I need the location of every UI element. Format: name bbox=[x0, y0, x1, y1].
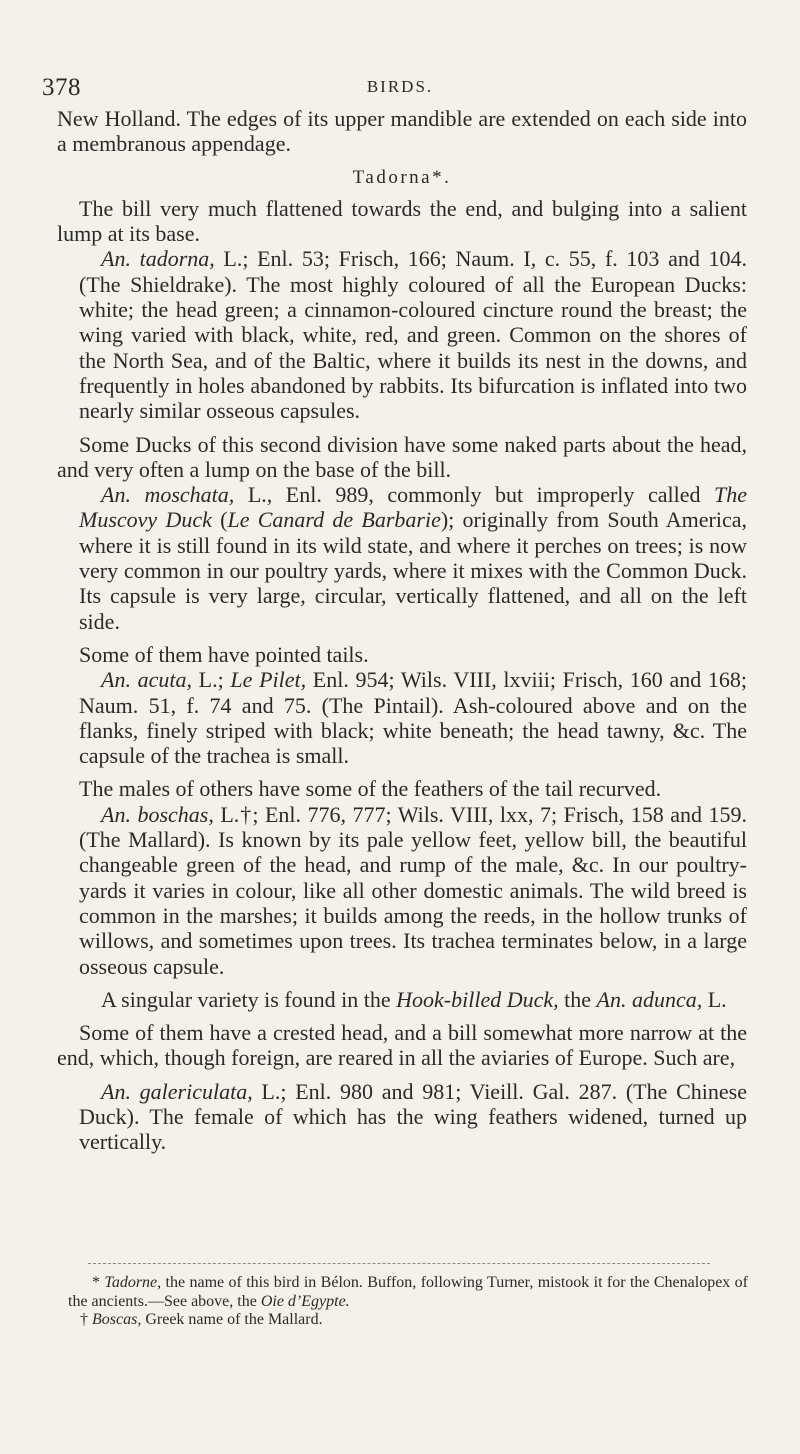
main-text bbox=[57, 106, 747, 1155]
division-note: Some of them have pointed tails. bbox=[79, 641, 369, 667]
common-name: The Muscovy Duck bbox=[79, 482, 747, 533]
section-heading: Tadorna*. bbox=[352, 166, 452, 188]
running-head: BIRDS. bbox=[366, 77, 434, 96]
page-header bbox=[42, 74, 758, 102]
species-text: Enl. 954; Wils. VIII, lxviii; Frisch, 160 and 168; Naum. 51, f. 74 and 75. (The Pintail). Ash-coloured above and on the flanks, finely striped with black; white beneath; the head tawny, &c. The capsule of the trachea is small. bbox=[79, 667, 748, 769]
footnote-text: the name of this bird in Bélon. Buffon, following Turner, mistook it for the Chenalopex of the ancients.—See above, the bbox=[68, 1274, 749, 1310]
species-text: ); originally from South America, where it is still found in its wild state, and where it perches on trees; is now very common in our poultry yards, where it mixes with the Common Duck. Its capsule is very large, circular, vertically flattened, and all on the left side. bbox=[79, 507, 748, 634]
french-name: Le Pilet, bbox=[230, 667, 307, 693]
footnote bbox=[68, 1274, 748, 1311]
variety-entry-adunca bbox=[57, 987, 747, 1012]
genus-description: The bill very much flattened towards the end, and bulging into a salient lump at its base. bbox=[57, 195, 747, 247]
species-entry-acuta bbox=[57, 667, 747, 768]
footnote-text: Greek name of the Mallard. bbox=[141, 1311, 323, 1328]
species-entry-tadorna bbox=[57, 246, 747, 423]
footnote-term: Oie d’Egypte. bbox=[260, 1292, 350, 1310]
species-name: An. boschas, bbox=[101, 801, 214, 827]
footnote-mark: † bbox=[80, 1311, 92, 1328]
division-note: Some of them have a crested head, and a bill somewhat more narrow at the end, which, though foreign, are reared in all the aviaries of Europe. Such are, bbox=[57, 1020, 747, 1071]
species-entry-moschata bbox=[57, 482, 747, 634]
species-name: An. tadorna, bbox=[101, 246, 215, 272]
species-name: An. moschata, bbox=[101, 482, 235, 508]
page-number: 378 bbox=[42, 74, 81, 101]
division-note: The males of others have some of the feathers of the tail recurved. bbox=[79, 776, 662, 802]
paragraph-continuation: New Holland. The edges of its upper mandible are extended on each side into a membranous appendage. bbox=[57, 106, 747, 157]
footnote-term: Boscas, bbox=[92, 1311, 142, 1328]
footnotes bbox=[68, 1274, 748, 1330]
variety-text: L. bbox=[702, 986, 727, 1012]
footnote-term: Tadorne, bbox=[104, 1274, 162, 1291]
footnote-divider bbox=[88, 1263, 710, 1264]
variety-text: A singular variety is found in the bbox=[101, 986, 397, 1012]
species-name: An. acuta, bbox=[101, 667, 192, 693]
species-text: L.; Enl. 980 and 981; Vieill. Gal. 287. (The Chinese Duck). The female of which has the wing feathers widened, turned up vertically. bbox=[79, 1078, 747, 1155]
species-text: ( bbox=[211, 507, 228, 533]
variety-text: the bbox=[558, 986, 597, 1012]
species-text: L., Enl. 989, commonly but improperly called bbox=[234, 482, 714, 508]
species-entry-galericulata bbox=[57, 1079, 747, 1155]
division-note: Some Ducks of this second division have some naked parts about the head, and very often a lump on the base of the bill. bbox=[57, 431, 747, 482]
french-name: Le Canard de Barbarie bbox=[227, 507, 441, 533]
footnote-mark: * bbox=[92, 1274, 105, 1291]
species-name: An. galericulata, bbox=[101, 1078, 253, 1104]
species-name: An. adunca, bbox=[596, 986, 703, 1012]
species-text: L.†; Enl. 776, 777; Wils. VIII, lxx, 7; Frisch, 158 and 159. (The Mallard). Is known by its pale yellow feet, yellow bill, the beautiful changeable green of the head, and rump of the male, &c. In our poultry-yards it varies in colour, like all other domestic animals. The wild breed is common in the marshes; it builds among the reeds, in the hollow trunks of willows, and sometimes upon trees. Its trachea terminates below, in a large osseous capsule. bbox=[79, 801, 747, 979]
footnote bbox=[68, 1311, 748, 1330]
species-text: L.; Enl. 53; Frisch, 166; Naum. I, c. 55, f. 103 and 104. (The Shieldrake). The most highly coloured of all the European Ducks: white; the head green; a cinnamon-coloured cincture round the breast; the wing varied with black, white, red, and green. Common on the shores of the North Sea, and of the Baltic, where it builds its nest in the downs, and frequently in holes abandoned by rabbits. Its bifurcation is inflated into two nearly similar osseous capsules. bbox=[79, 246, 747, 424]
common-name: Hook-billed Duck, bbox=[396, 986, 559, 1012]
species-text: L.; bbox=[192, 667, 231, 693]
species-entry-boschas bbox=[57, 802, 747, 979]
